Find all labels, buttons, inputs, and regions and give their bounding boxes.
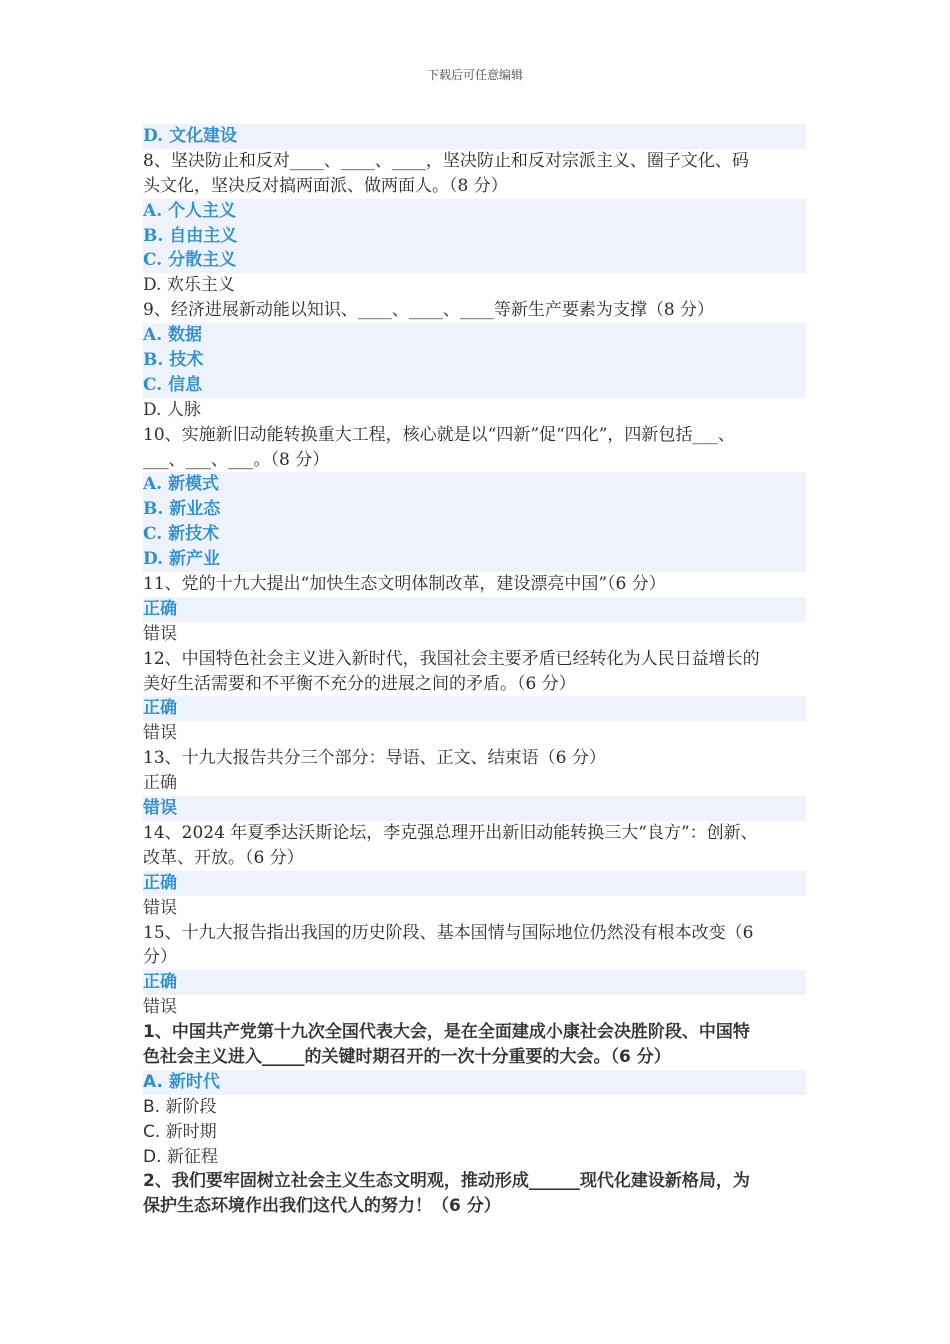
answer-option[interactable]: 正确 [143, 773, 177, 794]
answer-option[interactable]: B. 新阶段 [143, 1096, 217, 1117]
question-text: 10、实施新旧动能转换重大工程，核心就是以“四新”促“四化”，四新包括___、 [143, 424, 735, 445]
answer-option-selected[interactable]: B. 新业态 [143, 497, 806, 522]
answer-option-selected[interactable]: 正确 [143, 871, 806, 896]
question-text: 12、中国特色社会主义进入新时代，我国社会主要矛盾已经转化为人民日益增长的 [143, 648, 760, 669]
question-text: 15、十九大报告指出我国的历史阶段、基本国情与国际地位仍然没有根本改变（6 [143, 922, 754, 943]
answer-option-selected[interactable]: 正确 [143, 970, 806, 995]
answer-option[interactable]: 错误 [143, 897, 177, 918]
answer-option-selected[interactable]: C. 信息 [143, 373, 806, 398]
answer-option[interactable]: C. 新时期 [143, 1121, 217, 1142]
question-text: 2、我们要牢固树立社会主义生态文明观，推动形成______现代化建设新格局，为 [143, 1171, 750, 1192]
answer-option-selected[interactable]: A. 个人主义 [143, 199, 806, 224]
answer-option-selected[interactable]: A. 新模式 [143, 472, 806, 497]
page-header: 下载后可任意编辑 [426, 68, 523, 82]
question-text: 9、经济进展新动能以知识、____、____、____等新生产要素为支撑（8 分） [143, 300, 715, 321]
question-text: 色社会主义进入_____的关键时期召开的一次十分重要的大会。（6 分） [143, 1046, 671, 1067]
question-text: 改革、开放。（6 分） [143, 847, 304, 868]
answer-option-selected[interactable]: 正确 [143, 597, 806, 622]
question-text: 14、2024 年夏季达沃斯论坛，李克强总理开出新旧动能转换三大“良方”：创新、 [143, 822, 758, 843]
answer-option[interactable]: 错误 [143, 723, 177, 744]
answer-option-selected[interactable]: C. 分散主义 [143, 248, 806, 273]
answer-option[interactable]: D. 欢乐主义 [143, 275, 235, 296]
question-text: 保护生态环境作出我们这代人的努力！（6 分） [143, 1196, 501, 1217]
question-text: 1、中国共产党第十九次全国代表大会，是在全面建成小康社会决胜阶段、中国特 [143, 1022, 750, 1043]
answer-option[interactable]: D. 人脉 [143, 399, 201, 420]
answer-option-selected[interactable]: A. 新时代 [143, 1070, 806, 1095]
answer-option-selected[interactable]: 错误 [143, 796, 806, 821]
question-text: 8、坚决防止和反对____、____、____，坚决防止和反对宗派主义、圈子文化、码 [143, 150, 749, 171]
answer-option-selected[interactable]: B. 自由主义 [143, 224, 806, 249]
answer-option-selected[interactable]: D. 文化建设 [143, 124, 806, 149]
question-text: 头文化，坚决反对搞两面派、做两面人。（8 分） [143, 175, 508, 196]
question-text: 11、党的十九大提出“加快生态文明体制改革，建设漂亮中国”（6 分） [143, 574, 666, 595]
question-text: 13、十九大报告共分三个部分：导语、正文、结束语（6 分） [143, 748, 606, 769]
answer-option-selected[interactable]: B. 技术 [143, 348, 806, 373]
answer-option-selected[interactable]: C. 新技术 [143, 522, 806, 547]
question-text: ___、___、___。（8 分） [143, 449, 330, 470]
question-list [143, 124, 806, 1219]
question-text: 分） [143, 947, 177, 968]
answer-option-selected[interactable]: A. 数据 [143, 323, 806, 348]
question-text: 美好生活需要和不平衡不充分的进展之间的矛盾。（6 分） [143, 673, 576, 694]
answer-option-selected[interactable]: D. 新产业 [143, 547, 806, 572]
answer-option[interactable]: D. 新征程 [143, 1146, 218, 1167]
answer-option[interactable]: 错误 [143, 997, 177, 1018]
answer-option-selected[interactable]: 正确 [143, 696, 806, 721]
answer-option[interactable]: 错误 [143, 623, 177, 644]
